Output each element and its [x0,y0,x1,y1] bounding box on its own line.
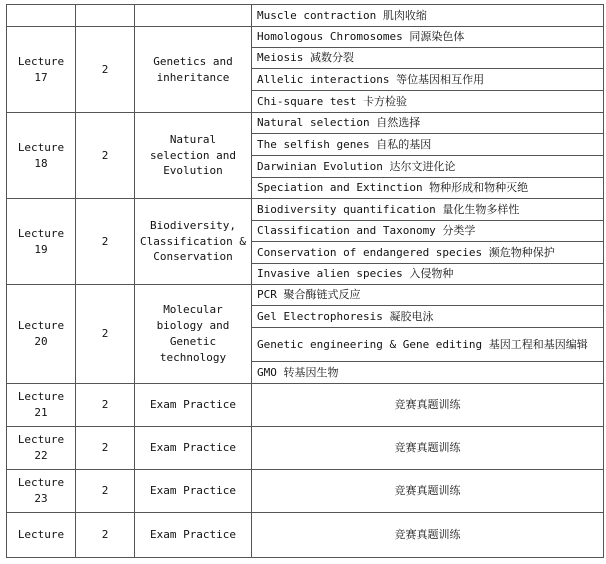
lecture-label: Lecture [17,54,65,68]
table-row [7,5,604,27]
topic-cell [135,199,252,285]
hours-cell: 2 [76,27,135,113]
topic-cell: Exam Practice [135,427,252,470]
topic-cell [135,113,252,199]
topic-line: inheritance [156,70,230,84]
topic-cell [135,285,252,384]
table-row [7,384,604,427]
topic-line: Genetics and [153,54,233,68]
lecture-label: Lecture [17,476,65,490]
lecture-label: Lecture [17,319,65,333]
topic-cell: Exam Practice [135,470,252,513]
hours-cell: 2 [76,427,135,470]
lecture-label-cell [7,470,76,513]
content-cell: Allelic interactions 等位基因相互作用 [252,69,604,91]
table-row [7,113,604,134]
empty-cell [135,5,252,27]
lecture-label: Lecture [17,433,65,447]
lecture-number: 20 [34,335,48,348]
hours-cell: 2 [76,513,135,558]
lecture-label-cell [7,199,76,285]
topic-cell: Exam Practice [135,513,252,558]
lecture-label-cell [7,427,76,470]
lecture-number: 23 [34,492,48,505]
content-cell: 竞赛真题训练 [252,427,604,470]
topic-line: Conservation [153,250,233,264]
table-row [7,427,604,470]
table-row [7,199,604,221]
content-cell: Genetic engineering & Gene editing 基因工程和基因编辑 [252,328,604,362]
content-cell: GMO 转基因生物 [252,362,604,384]
content-cell: Gel Electrophoresis 凝胶电泳 [252,306,604,328]
content-cell: 竞赛真题训练 [252,384,604,427]
topic-line: Biodiversity, [149,218,237,232]
content-cell: Meiosis 减数分裂 [252,48,604,69]
table-row [7,285,604,306]
content-cell: Natural selection 自然选择 [252,113,604,134]
hours-cell: 2 [76,285,135,384]
content-cell: The selfish genes 自私的基因 [252,134,604,156]
content-cell: Invasive alien species 入侵物种 [252,264,604,285]
content-cell: Chi-square test 卡方检验 [252,91,604,113]
content-cell: Conservation of endangered species 濒危物种保护 [252,242,604,264]
topic-line: biology and [156,319,230,333]
content-cell: Darwinian Evolution 达尔文进化论 [252,156,604,178]
topic-line: technology [159,350,227,364]
content-cell: Speciation and Extinction 物种形成和物种灭绝 [252,178,604,199]
lecture-label-cell [7,113,76,199]
topic-cell [135,27,252,113]
topic-line: Molecular [163,303,223,317]
syllabus-table-body [7,5,604,558]
topic-cell: Exam Practice [135,384,252,427]
lecture-number: 22 [34,449,48,462]
lecture-label: Lecture [17,390,65,404]
table-row [7,513,604,558]
lecture-label-cell [7,27,76,113]
lecture-number: 18 [34,156,48,170]
content-cell: PCR 聚合酶链式反应 [252,285,604,306]
lecture-label: Lecture [17,226,65,240]
lecture-label-cell [7,384,76,427]
content-cell: Biodiversity quantification 量化生物多样性 [252,199,604,221]
topic-line: Natural [169,132,217,146]
content-cell: 竞赛真题训练 [252,513,604,558]
table-row [7,470,604,513]
hours-cell: 2 [76,199,135,285]
content-cell: Classification and Taxonomy 分类学 [252,221,604,242]
topic-line: Evolution [163,164,223,178]
lecture-label-cell [7,513,76,558]
table-row [7,27,604,48]
content-cell: Muscle contraction 肌肉收缩 [252,5,604,27]
empty-cell [76,5,135,27]
hours-cell: 2 [76,113,135,199]
empty-cell [7,5,76,27]
content-cell: 竞赛真题训练 [252,470,604,513]
topic-line: Classification & [140,234,246,248]
content-cell: Homologous Chromosomes 同源染色体 [252,27,604,48]
lecture-number: 21 [34,406,48,419]
syllabus-table [6,4,604,558]
lecture-number: 19 [34,242,48,256]
lecture-number: 17 [34,70,48,84]
topic-line: Genetic [169,335,217,348]
topic-line: selection and [149,148,237,162]
lecture-label: Lecture [17,140,65,154]
hours-cell: 2 [76,470,135,513]
hours-cell: 2 [76,384,135,427]
lecture-label-cell [7,285,76,384]
lecture-label: Lecture [17,528,65,542]
